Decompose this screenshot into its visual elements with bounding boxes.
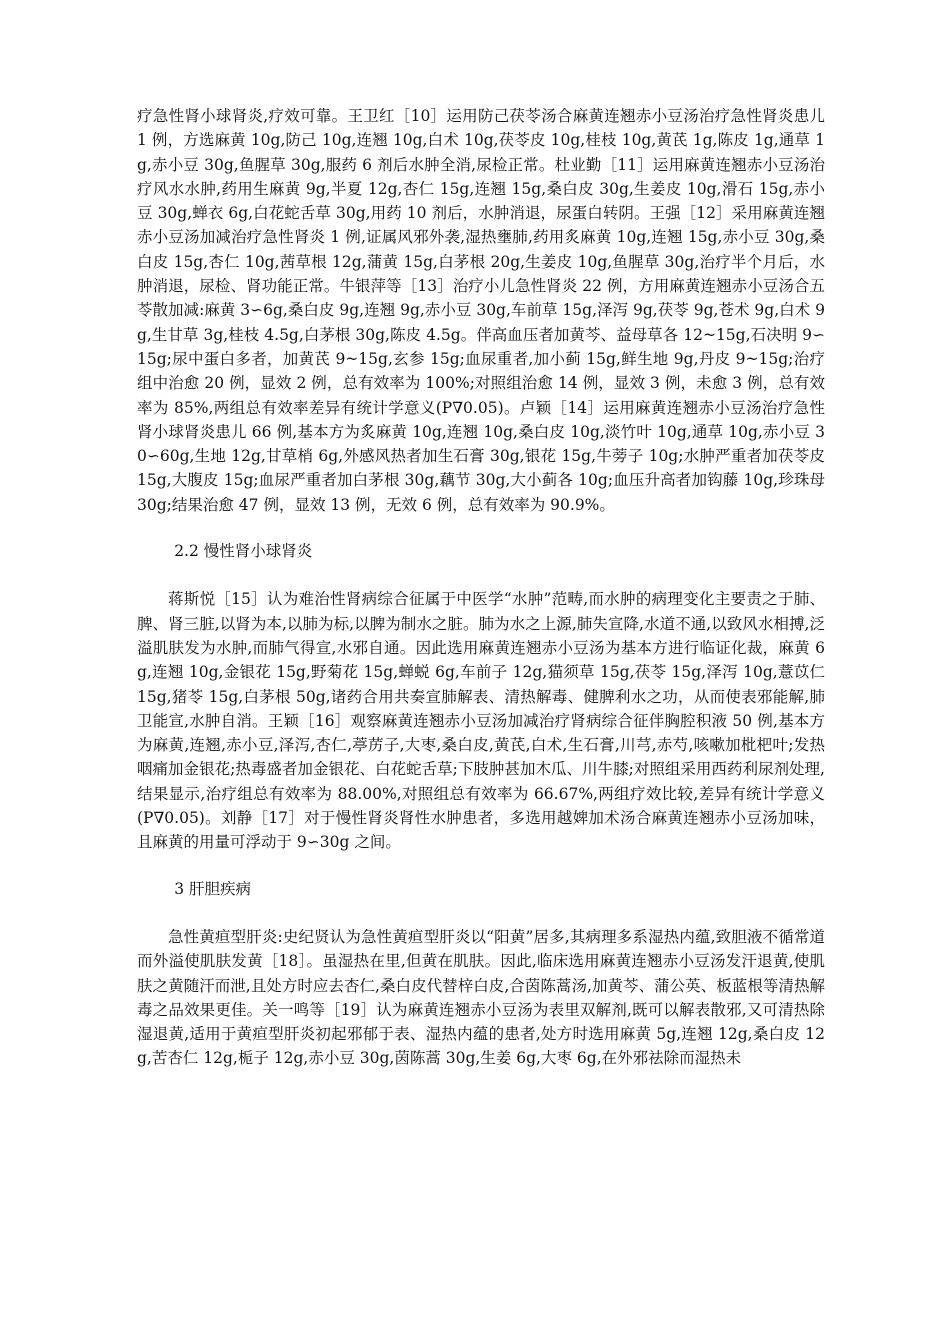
section-heading-chronic-glomerulonephritis: 2.2 慢性肾小球肾炎 — [174, 542, 313, 561]
spacer — [137, 517, 825, 539]
paragraph-acute-jaundice-hepatitis: 急性黄疸型肝炎:史纪贤认为急性黄疸型肝炎以“阳黄”居多,其病理多系湿热内蕴,致胆液不循常道而外溢使肌肤发黄［18］。虽湿热在里,但黄在肌肤。因此,临床选用麻黄连翘赤小豆汤发汗退黄,使肌肤之黄随汗而泄,且处方时应去杏仁,桑白皮代替梓白皮,合茵陈蒿汤,加黄芩、蒲公英、板蓝根等清热解毒之品效果更佳。关一鸣等［19］认为麻黄连翘赤小豆汤为表里双解剂,既可以解表散邪,又可清热除湿退黄,适用于黄疸型肝炎初起邪郁于表、湿热内蕴的患者,处方时选用麻黄 5g,连翘 12g,桑白皮 12g,苦杏仁 12g,栀子 12g,赤小豆 30g,茵陈蒿 30g,生姜 6g,大枣 6g,在外邪祛除而湿热未 — [137, 927, 825, 1068]
document-page — [137, 104, 825, 1071]
section-heading-hepatobiliary-diseases: 3 肝胆疾病 — [174, 879, 251, 898]
spacer — [137, 563, 825, 587]
paragraph-acute-nephritis: 疗急性肾小球肾炎,疗效可靠。王卫红［10］运用防己茯苓汤合麻黄连翘赤小豆汤治疗急性肾炎患儿 1 例，方选麻黄 10g,防己 10g,连翘 10g,白术 10g,茯苓皮 10g,桂枝 10g,黄芪 1g,陈皮 1g,通草 1g,赤小豆 30g,鱼腥草 30g,服药 6 剂后水肿全消,尿检正常。杜业勤［11］运用麻黄连翘赤小豆汤治疗风水水肿,药用生麻黄 9g,半夏 12g,杏仁 15g,连翘 15g,桑白皮 30g,生姜皮 10g,滑石 15g,赤小豆 30g,蝉衣 6g,白花蛇舌草 30g,用药 10 剂后，水肿消退，尿蛋白转阴。王强［12］采用麻黄连翘赤小豆汤加减治疗急性肾炎 1 例,证属风邪外袭,湿热壅肺,药用炙麻黄 10g,连翘 15g,赤小豆 30g,桑白皮 15g,杏仁 10g,茜草根 12g,蒲黄 15g,白茅根 20g,生姜皮 10g,鱼腥草 30g,治疗半个月后，水肿消退，尿检、肾功能正常。牛银萍等［13］治疗小儿急性肾炎 22 例，方用麻黄连翘赤小豆汤合五苓散加减:麻黄 3∽6g,桑白皮 9g,连翘 9g,赤小豆 30g,车前草 15g,泽泻 9g,茯苓 9g,苍术 9g,白术 9g,生甘草 3g,桂枝 4.5g,白茅根 30g,陈皮 4.5g。伴高血压者加黄芩、益母草各 12~15g,石决明 9∽15g;尿中蛋白多者，加黄芪 9~15g,玄参 15g;血尿重者,加小蓟 15g,鲜生地 9g,丹皮 9~15g;治疗组中治愈 20 例，显效 2 例，总有效率为 100%;对照组治愈 14 例，显效 3 例，未愈 3 例，总有效率为 85%,两组总有效率差异有统计学意义(P∇0.05)。卢颖［14］运用麻黄连翘赤小豆汤治疗急性肾小球肾炎患儿 66 例,基本方为炙麻黄 10g,连翘 10g,桑白皮 10g,淡竹叶 10g,通草 10g,赤小豆 30∽60g,生地 12g,甘草梢 6g,外感风热者加生石膏 30g,银花 15g,牛蒡子 10g;水肿严重者加茯苓皮 15g,大腹皮 15g;血尿严重者加白茅根 30g,藕节 30g,大小蓟各 10g;血压升高者加钩藤 10g,珍珠母 30g;结果治愈 47 例，显效 13 例，无效 6 例，总有效率为 90.9%。 — [137, 107, 825, 514]
spacer — [137, 855, 825, 877]
paragraph-chronic-nephritis: 蒋斯悦［15］认为难治性肾病综合征属于中医学“水肿”范畴,而水肿的病理变化主要责之于肺、脾、肾三脏,以肾为本,以肺为标,以脾为制水之脏。肺为水之上源,肺失宣降,水道不通,以致风水相搏,泛溢肌肤发为水肿,而肺气得宣,水邪自通。因此选用麻黄连翘赤小豆汤为基本方进行临证化裁，麻黄 6g,连翘 10g,金银花 15g,野菊花 15g,蝉蜕 6g,车前子 12g,猫须草 15g,茯苓 15g,泽泻 10g,薏苡仁 15g,猪苓 15g,白茅根 50g,诸药合用共奏宣肺解表、清热解毒、健脾利水之功，从而使表邪能解,肺卫能宣,水肿自消。王颖［16］观察麻黄连翘赤小豆汤加减治疗肾病综合征伴胸腔积液 50 例,基本方为麻黄,连翘,赤小豆,泽泻,杏仁,葶苈子,大枣,桑白皮,黄芪,白术,生石膏,川芎,赤芍,咳嗽加枇杷叶;发热咽痛加金银花;热毒盛者加金银花、白花蛇舌草;下肢肿甚加木瓜、川牛膝;对照组采用西药利尿剂处理,结果显示,治疗组总有效率为 88.00%,对照组总有效率为 66.67%,两组疗效比较,差异有统计学意义(P∇0.05)。刘静［17］对于慢性肾炎肾性水肿患者，多选用越婢加术汤合麻黄连翘赤小豆汤加味，且麻黄的用量可浮动于 9∽30g 之间。 — [137, 590, 825, 852]
spacer — [137, 901, 825, 925]
